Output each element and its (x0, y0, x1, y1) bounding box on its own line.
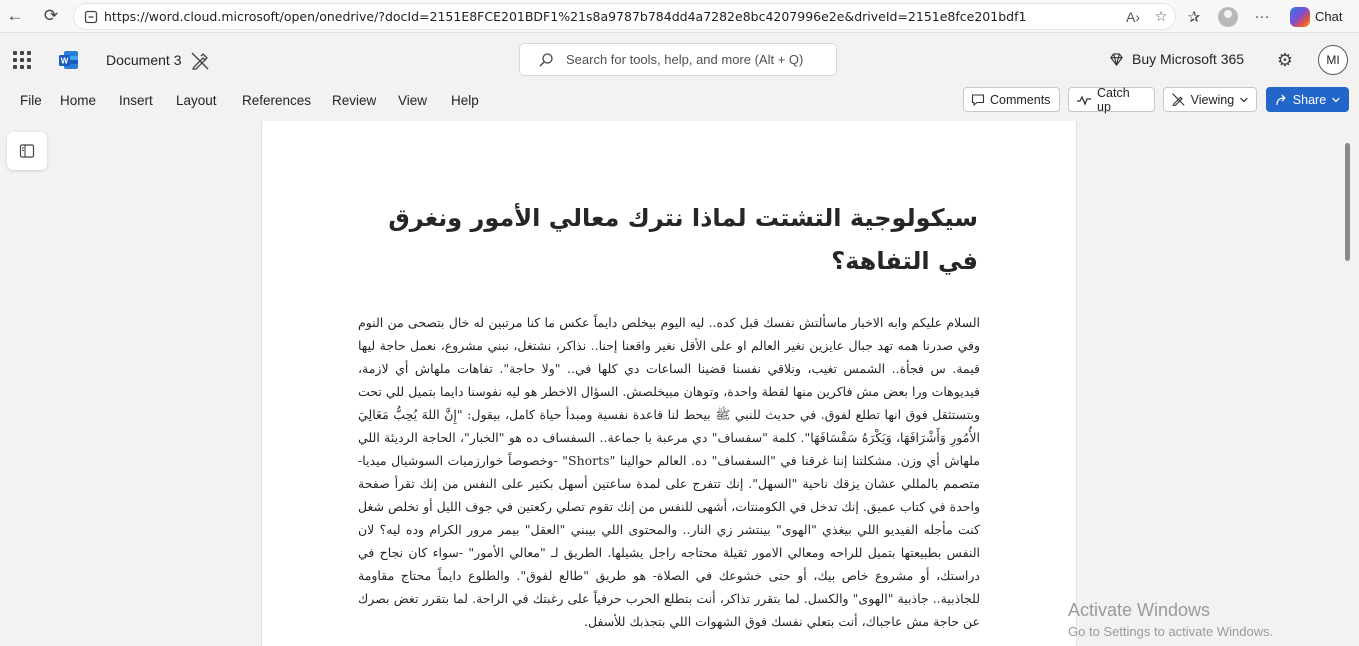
copilot-chat-button[interactable] (1282, 3, 1350, 30)
address-bar[interactable] (73, 3, 1176, 30)
diamond-icon (1109, 52, 1124, 67)
tab-view[interactable]: View (398, 93, 428, 108)
tab-review[interactable]: Review (332, 93, 377, 108)
activation-title: Activate Windows (1068, 600, 1211, 620)
search-input[interactable] (566, 52, 836, 67)
ribbon-tabs (0, 87, 1359, 117)
comments-button[interactable] (963, 87, 1060, 112)
refresh-icon[interactable]: ⟳ (43, 6, 59, 25)
catch-up-button[interactable] (1068, 87, 1155, 112)
editing-disabled-icon[interactable] (190, 51, 210, 71)
copilot-icon (1290, 7, 1310, 27)
settings-gear-icon[interactable]: ⚙ (1276, 50, 1294, 70)
profile-icon[interactable] (1214, 3, 1242, 30)
favorite-star-icon[interactable]: ☆ (1154, 8, 1168, 24)
buy-label: Buy Microsoft 365 (1132, 51, 1245, 67)
comments-label: Comments (990, 92, 1051, 107)
read-aloud-icon[interactable]: A› (1126, 8, 1140, 25)
vertical-scrollbar[interactable] (1345, 143, 1350, 261)
document-title[interactable]: Document 3 (106, 52, 182, 68)
app-launcher-icon[interactable] (13, 51, 31, 69)
windows-activation-watermark (1068, 600, 1273, 639)
chevron-down-icon (1331, 95, 1341, 105)
tab-file[interactable]: File (20, 93, 42, 108)
viewing-mode-dropdown[interactable] (1163, 87, 1257, 112)
search-icon (536, 52, 556, 68)
app-header (0, 33, 1359, 87)
navigation-pane-button[interactable] (7, 132, 47, 170)
back-arrow-icon[interactable]: ← (6, 6, 24, 25)
share-label: Share (1292, 92, 1327, 107)
comment-icon (971, 93, 985, 107)
panel-icon (19, 143, 35, 159)
svg-text:W: W (60, 56, 69, 66)
document-body[interactable]: السلام عليكم وابه الاخبار ماسألتش نفسك قبل كده.. ليه اليوم بيخلص دايماً عكس ما كنا مرتبين له خال بتصحى من النوم وفي صدرنا همه تهد جبال عايزين نغير العالم او على الأقل نغير واقعنا إحنا.. نذاكر، نشتغل، نبني مشروع، نعمل حاجة ليها قيمة. س فجأة.. الشمس تغيب، ونلاقي نفسنا قضينا الساعات دي كلها في.. "ولا حاجة". تفاهات ملهاش أي لازمة، فيديوهات ورا بعض مش فاكرين منها لقطة واحدة، وتوهان مبيخلصش. السؤال الاخطر هو ليه نفوسنا دايما بتميل للي تحت وبتستثقل فوق انها تطلع لفوق. في حديث للنبي ﷺ بيحط لنا قاعدة نفسية ومبدأ حياة كامل، بيقول: "إِنَّ اللهَ يُحِبُّ مَعَالِيَ الأُمُورِ وَأَشْرَافَهَا، وَيَكْرَهُ سَفْسَافَهَا". كلمة "سفساف" دي مرعبة يا جماعة.. السفساف ده هو "الخبار"، الحاجة الرديئة اللي ملهاش أي وزن. مشكلتنا إننا غرقنا في "السفساف" ده. العالم حوالينا "Shorts" -وخصوصاً خوارزميات السوشيال ميديا- متصمم بالمللي عشان يزقك ناحية "السهل". إنك تتفرج على لمدة ساعتين أسهل بكتير على النفس من إنك تقرأ صفحة واحدة في كتاب عميق. إنك تدخل في الكومنتات، أشهى للنفس من إنك تقوم تصلي ركعتين في جوف الليل أو تخلص شغل كنت مأجله الفيديو اللي بيغذي "الهوى" بينتشر زي النار.. والمحتوى اللي بيبني "العقل" بيمر مرور الكرام وده ليه؟ لان النفس بطبيعتها بتميل للراحه ومعالي الامور ثقيلة محتاجه راجل يشيلها. الطريق لـ "معالي الأمور" -سواء كان نجاح في دراستك، أو مشروع خاص بيك، أو حتى خشوعك في الصلاة- هو طريق "طالع لفوق". والطلوع دايماً محتاج مقاومة للجاذبية.. جاذبية "الهوى" والكسل. لما بتقرر تذاكر، أنت بتطلع الحرب حرفياً على رغبتك في الراحة. لما بتقرر تغض بصرك عن حاجة مش عاجباك، أنت بتعلي نفسك فوق الشهوات اللي بتجذبك للأسفل. (358, 315, 980, 629)
activation-subtitle: Go to Settings to activate Windows. (1068, 624, 1274, 639)
site-info-icon[interactable] (78, 10, 104, 24)
favorites-icon[interactable]: ✰ (1187, 8, 1201, 26)
document-heading[interactable]: سيكولوجية التشتت لماذا نترك معالي الأمور ونغرق في التفاهة؟ (388, 204, 978, 275)
chat-label: Chat (1315, 9, 1343, 24)
url-text[interactable]: https://word.cloud.microsoft/open/onedrive/?docId=2151E8FCE201BDF1%21s8a9787b784dd4a7282e8bc4207996e2e&driveId=2151e8fce201bdf1 (104, 9, 1027, 24)
share-button[interactable] (1266, 87, 1349, 112)
tab-help[interactable]: Help (451, 93, 479, 108)
no-edit-pencil-icon (1171, 92, 1186, 107)
search-bar[interactable] (519, 43, 837, 76)
chevron-down-icon (1239, 95, 1249, 105)
tab-home[interactable]: Home (60, 93, 97, 108)
buy-microsoft-365-button[interactable] (1109, 51, 1244, 67)
tab-insert[interactable]: Insert (119, 93, 153, 108)
share-icon (1274, 93, 1288, 107)
word-logo-icon[interactable] (59, 50, 79, 70)
viewing-label: Viewing (1190, 92, 1235, 107)
tab-references[interactable]: References (242, 93, 312, 108)
more-icon[interactable]: ··· (1254, 8, 1270, 25)
document-page[interactable] (261, 121, 1077, 646)
pulse-icon (1076, 94, 1092, 106)
catch-up-label: Catch up (1097, 85, 1130, 114)
browser-toolbar (0, 0, 1359, 33)
user-avatar[interactable]: MI (1318, 45, 1348, 75)
tab-layout[interactable]: Layout (176, 93, 217, 108)
